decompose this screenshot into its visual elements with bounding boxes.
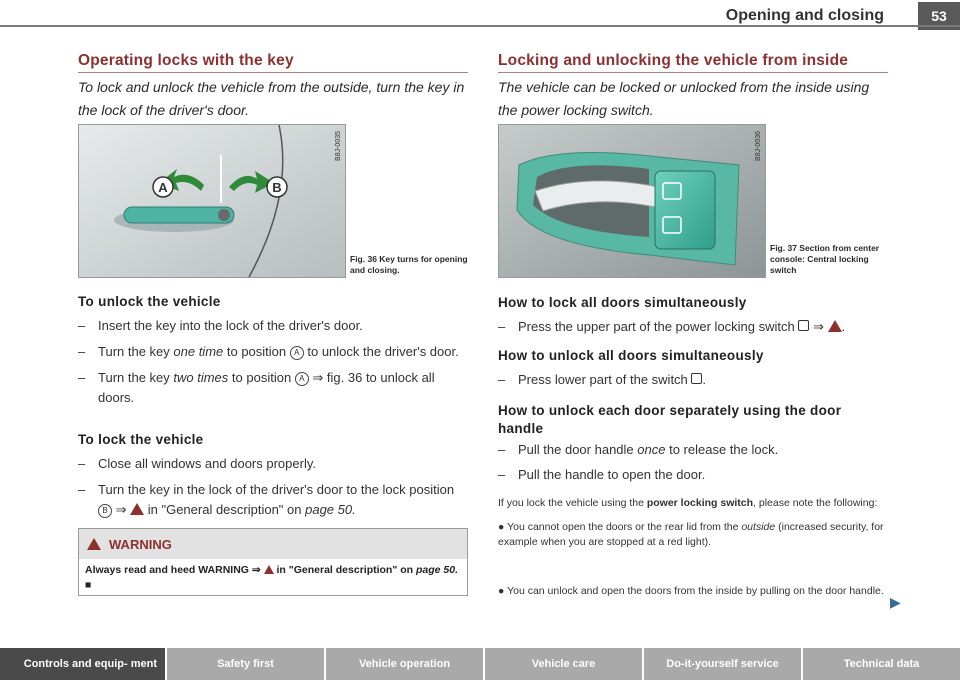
figure-37-code: B8J-0036 xyxy=(755,131,762,161)
warning-triangle-icon xyxy=(828,320,842,332)
left-heading-rule xyxy=(78,72,468,73)
lock-steps xyxy=(78,454,470,520)
note-paragraph: If you lock the vehicle using the power locking switch, please note the following: xyxy=(498,497,878,509)
left-intro: To lock and unlock the vehicle from the outside, turn the key in the lock of the driver's door. xyxy=(78,79,465,118)
figure-36-caption: Fig. 36 Key turns for opening and closing. xyxy=(350,254,468,275)
unlock-each-step: – Pull the handle to open the door. xyxy=(498,467,706,482)
unlock-step: – Turn the key one time to position A to unlock the driver's door. xyxy=(78,344,459,359)
warning-triangle-icon xyxy=(87,538,101,550)
unlock-each-heading: How to unlock each door separately using the door handle xyxy=(498,403,842,436)
unlock-all-heading: How to unlock all doors simultaneously xyxy=(498,348,764,363)
unlock-switch-icon xyxy=(691,373,702,384)
unlock-step: – Insert the key into the lock of the driver's door. xyxy=(78,318,363,333)
tab-vehicle-operation[interactable]: Vehicle operation xyxy=(326,648,483,680)
tab-safety-first[interactable]: Safety first xyxy=(167,648,324,680)
position-a-symbol: A xyxy=(290,346,304,360)
warning-triangle-icon xyxy=(130,503,144,515)
tab-vehicle-care[interactable]: Vehicle care xyxy=(485,648,642,680)
unlock-each-step: – Pull the door handle once to release the lock. xyxy=(498,442,779,457)
tab-controls-and-equipment[interactable]: Controls and equip- ment xyxy=(0,648,165,680)
note-bullet: ● You cannot open the doors or the rear lid from the outside (increased security, for example when you are stopped at a red light). xyxy=(498,521,884,548)
right-section-heading: Locking and unlocking the vehicle from inside xyxy=(498,52,849,69)
locking-switch-illustration xyxy=(499,125,765,277)
figure-36-key-lock xyxy=(78,124,346,278)
running-header: Opening and closing xyxy=(725,7,884,24)
warning-box xyxy=(78,528,468,596)
figure-37-caption: Fig. 37 Section from center console: Central locking switch xyxy=(770,243,880,275)
tab-technical-data[interactable]: Technical data xyxy=(803,648,960,680)
header-divider xyxy=(0,25,960,27)
page-number: 53 xyxy=(918,2,960,30)
figure-36-code: B8J-0035 xyxy=(335,131,342,161)
tab-do-it-yourself-service[interactable]: Do-it-yourself service xyxy=(644,648,801,680)
position-a-label: A xyxy=(158,180,168,195)
warning-body: Always read and heed WARNING ⇒ in "General description" on page 50. ■ xyxy=(85,564,459,591)
left-section-heading: Operating locks with the key xyxy=(78,52,294,69)
position-b-label: B xyxy=(272,180,282,195)
warning-header xyxy=(79,529,467,559)
unlock-heading: To unlock the vehicle xyxy=(78,294,221,309)
right-intro: The vehicle can be locked or unlocked from the inside using the power locking switch. xyxy=(498,79,870,118)
lock-step: – Close all windows and doors properly. xyxy=(78,456,316,471)
chapter-tabs xyxy=(0,648,960,680)
key-lock-illustration xyxy=(79,125,345,277)
figure-37-switch xyxy=(498,124,766,278)
lock-switch-icon xyxy=(798,320,809,331)
note-bullet: ● You can unlock and open the doors from the inside by pulling on the door handle. xyxy=(498,585,884,597)
lock-step: – Turn the key in the lock of the driver's door to the lock position B ⇒ in "General description" on page 50. xyxy=(78,482,455,517)
warning-title: WARNING xyxy=(109,536,172,552)
lock-all-heading: How to lock all doors simultaneously xyxy=(498,295,747,310)
unlock-step: – Turn the key two times to position A ⇒ fig. 36 to unlock all doors. xyxy=(78,370,435,405)
unlock-all-step: – Press lower part of the switch . xyxy=(498,372,707,387)
position-a-symbol: A xyxy=(295,372,309,386)
unlock-steps xyxy=(78,316,470,408)
lock-heading: To lock the vehicle xyxy=(78,432,204,447)
lock-all-step: – Press the upper part of the power locking switch ⇒ . xyxy=(498,319,846,334)
unlock-each-steps xyxy=(498,440,890,485)
end-mark: ■ xyxy=(85,579,92,591)
position-b-symbol: B xyxy=(98,504,112,518)
right-heading-rule xyxy=(498,72,888,73)
continue-arrow-icon: ▶ xyxy=(890,594,901,610)
warning-triangle-icon xyxy=(264,565,274,574)
